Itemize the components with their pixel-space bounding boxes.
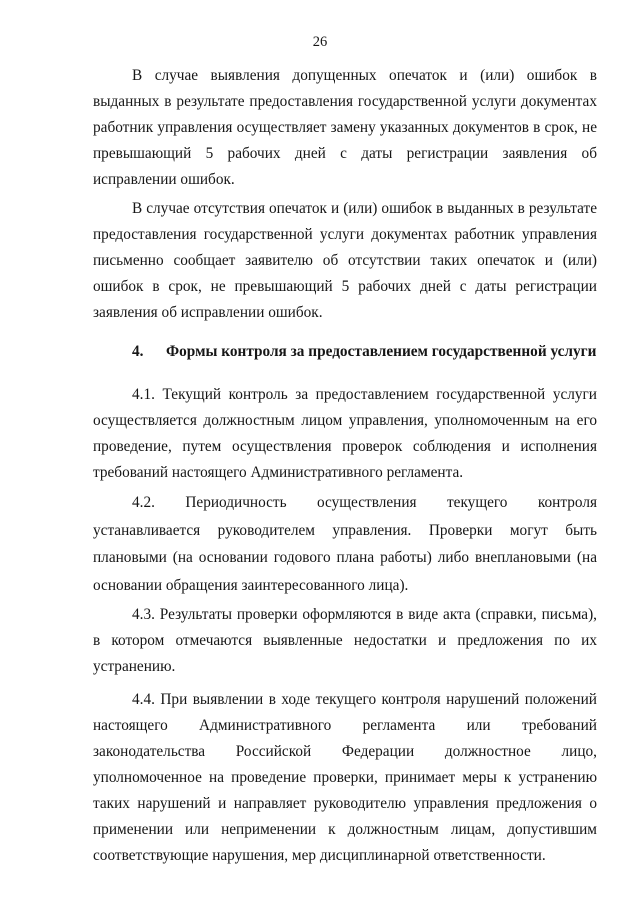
section-title: Формы контроля за предоставлением государственной услуги [166, 343, 597, 360]
paragraph-4-4: 4.4. При выявлении в ходе текущего контроля нарушений положений настоящего Административного регламента или требований законодательства Российской Федерации должностное лицо, уполномоченное на проведение проверки, принимает меры к устранению таких нарушений и направляет руководителю управления предложения о применении или неприменении к должностным лицам, допустившим соответствующие нарушения, мер дисциплинарной ответственности. [93, 691, 597, 864]
paragraph-typo-correction: В случае выявления допущенных опечаток и (или) ошибок в выданных в результате предоставления государственной услуги документах работник управления осуществляет замену указанных документов в срок, не превышающий 5 рабочих дней с даты регистрации заявления об исправлении ошибок. [93, 67, 597, 188]
section-number: 4. [132, 343, 144, 360]
paragraph-4-1: 4.1. Текущий контроль за предоставлением государственной услуги осуществляется должностным лицом управления, уполномоченным на его проведение, путем осуществления проверок соблюдения и исполнения требований настоящего Административного регламента. [93, 386, 597, 481]
section-heading [93, 339, 597, 365]
page-number: 26 [312, 34, 328, 50]
paragraph-4-3: 4.3. Результаты проверки оформляются в виде акта (справки, письма), в котором отмечаются выявленные недостатки и предложения по их устранению. [93, 606, 597, 675]
page-content [93, 63, 597, 869]
paragraph-4-2: 4.2. Периодичность осуществления текущего контроля устанавливается руководителем управления. Проверки могут быть плановыми (на основании годового плана работы) либо внеплановыми (на основании обращения заинтересованного лица). [93, 494, 597, 594]
paragraph-no-typos: В случае отсутствия опечаток и (или) ошибок в выданных в результате предоставления государственной услуги документах работник управления письменно сообщает заявителю об отсутствии таких опечаток и (или) ошибок в срок, не превышающий 5 рабочих дней с даты регистрации заявления об исправлении ошибок. [93, 200, 597, 321]
